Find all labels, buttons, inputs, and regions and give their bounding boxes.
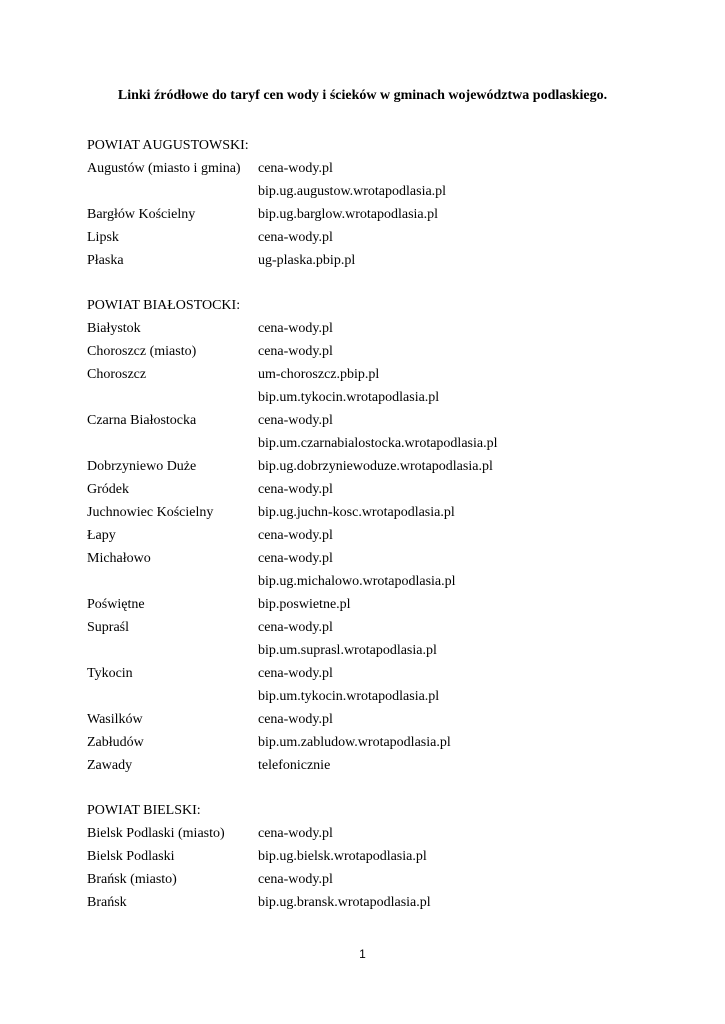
section-title: POWIAT AUGUSTOWSKI: — [87, 138, 249, 153]
municipality-name: Płaska — [87, 253, 124, 268]
table-row — [87, 871, 647, 894]
municipality-name: Zawady — [87, 758, 133, 773]
table-row — [87, 435, 647, 458]
municipality-name: Choroszcz (miasto) — [87, 344, 197, 359]
source-link[interactable]: bip.ug.juchn-kosc.wrotapodlasia.pl — [258, 505, 455, 520]
source-link[interactable]: bip.ug.dobrzyniewoduze.wrotapodlasia.pl — [258, 459, 493, 474]
section-title: POWIAT BIELSKI: — [87, 803, 201, 818]
table-row — [87, 894, 647, 917]
source-link[interactable]: bip.um.tykocin.wrotapodlasia.pl — [258, 390, 440, 405]
section-spacer — [87, 780, 647, 802]
source-link[interactable]: cena-wody.pl — [258, 230, 333, 245]
document-title: Linki źródłowe do taryf cen wody i ścieków w gminach województwa podlaskiego. — [117, 88, 608, 103]
source-link[interactable]: bip.ug.bransk.wrotapodlasia.pl — [258, 895, 431, 910]
source-link[interactable]: bip.um.zabludow.wrotapodlasia.pl — [258, 735, 451, 750]
municipality-name: Supraśl — [87, 620, 129, 635]
municipality-name: Michałowo — [87, 551, 151, 566]
table-row — [87, 527, 647, 550]
source-link[interactable]: cena-wody.pl — [258, 551, 333, 566]
table-row — [87, 665, 647, 688]
table-row — [87, 160, 647, 183]
section-spacer — [87, 275, 647, 297]
municipality-name: Augustów (miasto i gmina) — [87, 161, 241, 176]
source-link[interactable]: um-choroszcz.pbip.pl — [258, 367, 380, 382]
source-link[interactable]: bip.poswietne.pl — [258, 597, 351, 612]
table-row — [87, 688, 647, 711]
source-link[interactable]: cena-wody.pl — [258, 413, 333, 428]
municipality-name: Tykocin — [87, 666, 133, 681]
source-link[interactable]: cena-wody.pl — [258, 666, 333, 681]
municipality-name: Lipsk — [87, 230, 119, 245]
source-link[interactable]: bip.ug.augustow.wrotapodlasia.pl — [258, 184, 447, 199]
municipality-name: Dobrzyniewo Duże — [87, 459, 197, 474]
table-row — [87, 757, 647, 780]
source-link[interactable]: bip.um.tykocin.wrotapodlasia.pl — [258, 689, 440, 704]
table-row — [87, 596, 647, 619]
municipality-name: Bargłów Kościelny — [87, 207, 196, 222]
municipality-name: Gródek — [87, 482, 129, 497]
municipality-name — [87, 183, 258, 206]
source-link[interactable]: cena-wody.pl — [258, 482, 333, 497]
table-row — [87, 206, 647, 229]
page-number: 1 — [359, 947, 366, 961]
municipality-name: Brańsk (miasto) — [87, 872, 177, 887]
table-row — [87, 825, 647, 848]
table-row — [87, 711, 647, 734]
municipality-name — [87, 389, 258, 412]
source-link[interactable]: bip.ug.bielsk.wrotapodlasia.pl — [258, 849, 427, 864]
table-row — [87, 573, 647, 596]
source-link[interactable]: cena-wody.pl — [258, 872, 333, 887]
municipality-name: Czarna Białostocka — [87, 413, 197, 428]
table-row — [87, 412, 647, 435]
municipality-name — [87, 435, 258, 458]
section-powiat-augustowski — [87, 137, 647, 275]
table-row — [87, 642, 647, 665]
source-link[interactable]: cena-wody.pl — [258, 321, 333, 336]
section-powiat-bielski — [87, 802, 647, 917]
table-row — [87, 183, 647, 206]
table-row — [87, 619, 647, 642]
municipality-name: Łapy — [87, 528, 116, 543]
source-link[interactable]: cena-wody.pl — [258, 528, 333, 543]
source-link[interactable]: ug-plaska.pbip.pl — [258, 253, 356, 268]
source-link[interactable]: bip.ug.barglow.wrotapodlasia.pl — [258, 207, 439, 222]
source-link[interactable]: cena-wody.pl — [258, 712, 333, 727]
municipality-name: Białystok — [87, 321, 141, 336]
source-link[interactable]: bip.um.czarnabialostocka.wrotapodlasia.pl — [258, 436, 498, 451]
table-row — [87, 229, 647, 252]
source-link: telefonicznie — [258, 758, 331, 773]
table-row — [87, 320, 647, 343]
table-row — [87, 734, 647, 757]
table-row — [87, 550, 647, 573]
section-powiat-bialostocki — [87, 297, 647, 780]
source-link[interactable]: cena-wody.pl — [258, 826, 333, 841]
municipality-name: Bielsk Podlaski (miasto) — [87, 826, 225, 841]
source-link[interactable]: cena-wody.pl — [258, 620, 333, 635]
source-link[interactable]: bip.um.suprasl.wrotapodlasia.pl — [258, 643, 437, 658]
municipality-name: Zabłudów — [87, 735, 144, 750]
table-row — [87, 343, 647, 366]
section-title: POWIAT BIAŁOSTOCKI: — [87, 298, 241, 313]
table-row — [87, 252, 647, 275]
municipality-name — [87, 688, 258, 711]
document-body — [87, 137, 647, 917]
municipality-name: Poświętne — [87, 597, 145, 612]
municipality-name: Brańsk — [87, 895, 127, 910]
table-row — [87, 389, 647, 412]
source-link[interactable]: cena-wody.pl — [258, 344, 333, 359]
source-link[interactable]: cena-wody.pl — [258, 161, 333, 176]
table-row — [87, 504, 647, 527]
source-link[interactable]: bip.ug.michalowo.wrotapodlasia.pl — [258, 574, 456, 589]
table-row — [87, 481, 647, 504]
municipality-name: Juchnowiec Kościelny — [87, 505, 214, 520]
municipality-name: Wasilków — [87, 712, 143, 727]
table-row — [87, 458, 647, 481]
municipality-name — [87, 573, 258, 596]
municipality-name: Choroszcz — [87, 367, 147, 382]
table-row — [87, 848, 647, 871]
municipality-name: Bielsk Podlaski — [87, 849, 175, 864]
table-row — [87, 366, 647, 389]
municipality-name — [87, 642, 258, 665]
